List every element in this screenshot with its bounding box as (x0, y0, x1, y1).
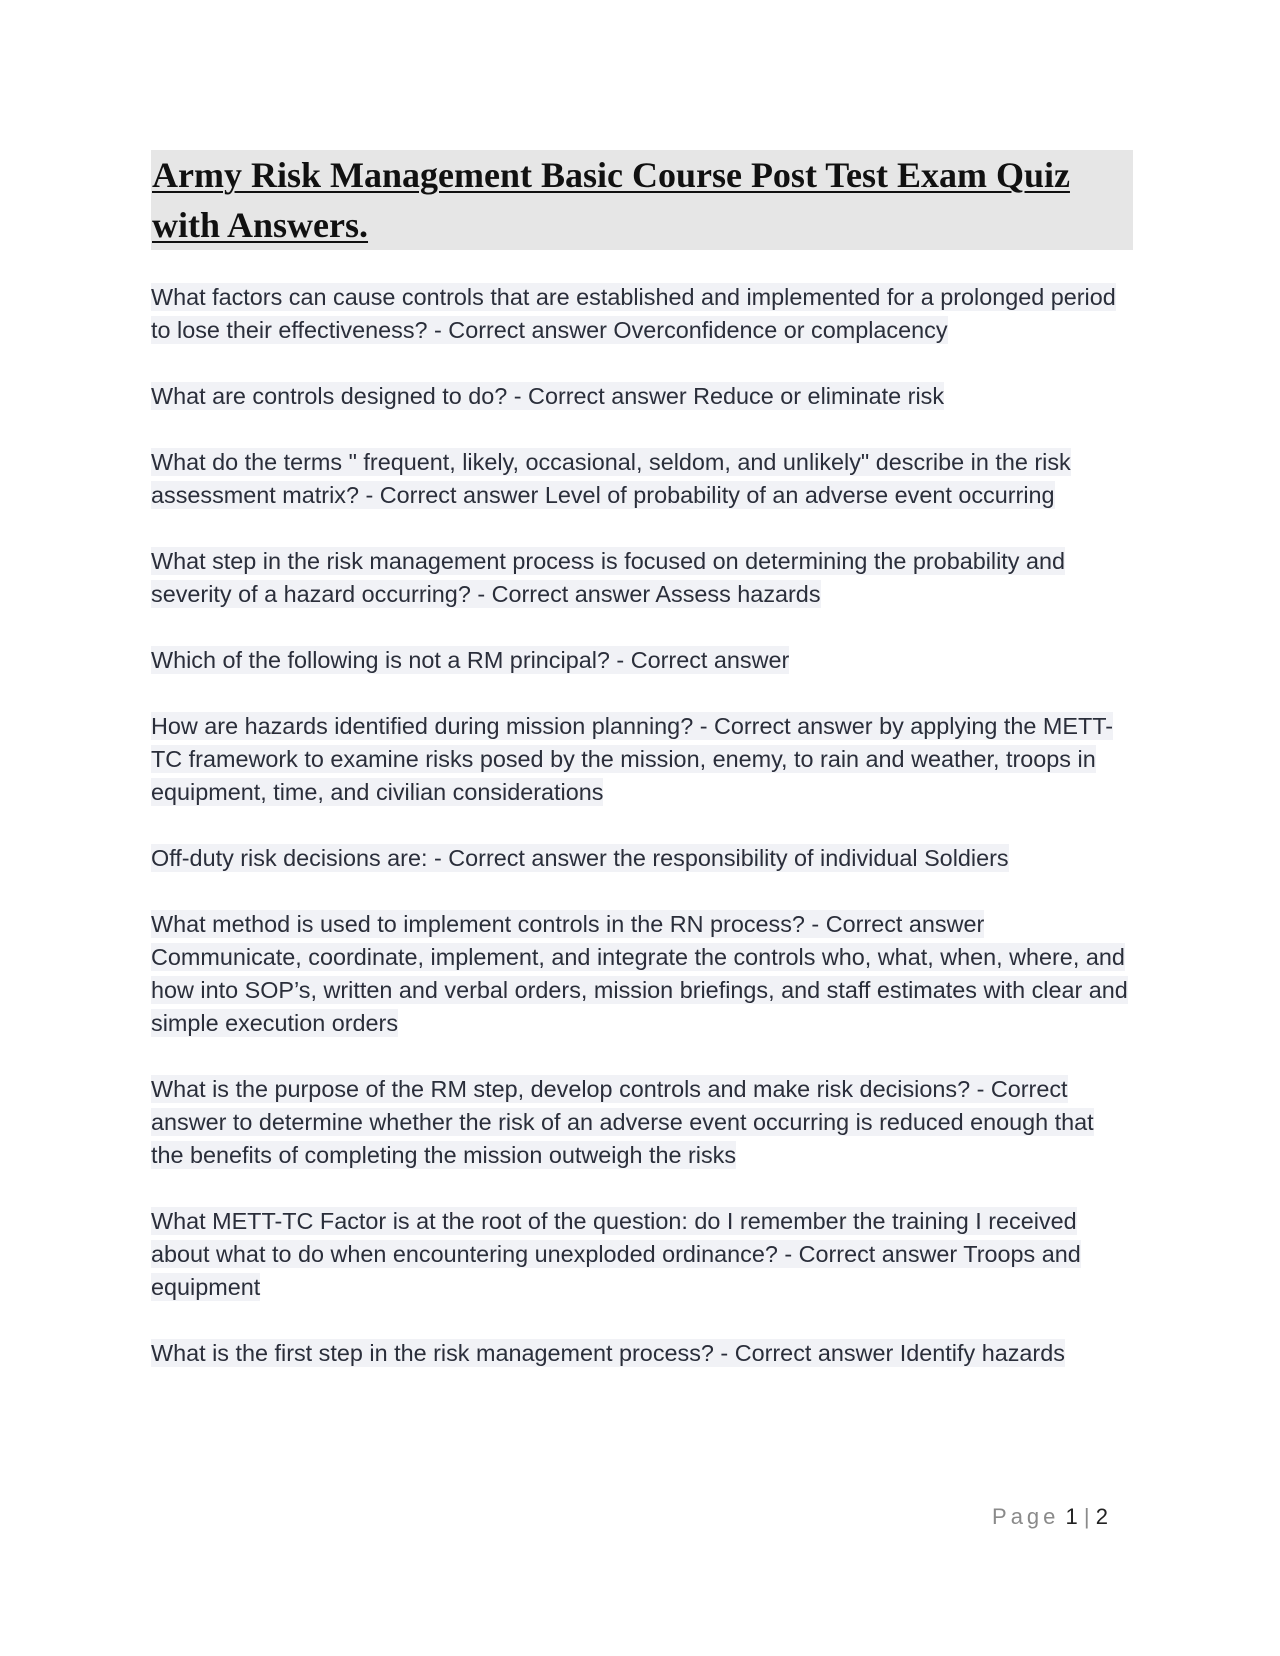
page-label: Page (992, 1504, 1060, 1529)
page-separator: | (1083, 1504, 1090, 1529)
page-footer (992, 1504, 1108, 1530)
qa-item (151, 380, 1131, 413)
qa-text: What step in the risk management process is focused on determining the probability and severity of a hazard occurring? - Correct answer Assess hazards (151, 548, 1066, 607)
qa-text: What is the purpose of the RM step, develop controls and make risk decisions? - Correct answer to determine whether the risk of an adverse event occurring is reduced enough that the benefits of completing the mission outweigh the risks (151, 1076, 1094, 1168)
qa-text: What factors can cause controls that are established and implemented for a prolonged period to lose their effectiveness? - Correct answer Overconfidence or complacency (151, 284, 1116, 343)
qa-text: What method is used to implement controls in the RN process? - Correct answer Communicate, coordinate, implement, and integrate the controls who, what, when, where, and how into SOP’s, written and verbal orders, mission briefings, and staff estimates with clear and simple execution orders (151, 911, 1128, 1036)
qa-item (151, 1073, 1131, 1172)
qa-item (151, 1337, 1131, 1370)
qa-item (151, 446, 1131, 512)
qa-item (151, 1205, 1131, 1304)
qa-text: Which of the following is not a RM principal? - Correct answer (151, 647, 790, 673)
qa-item (151, 908, 1131, 1040)
title-block (151, 150, 1133, 250)
qa-text: How are hazards identified during mission planning? - Correct answer by applying the METT-TC framework to examine risks posed by the mission, enemy, to rain and weather, troops in equipment, time, and civilian considerations (151, 713, 1114, 805)
qa-text: What are controls designed to do? - Correct answer Reduce or eliminate risk (151, 383, 945, 409)
qa-text: What METT-TC Factor is at the root of the question: do I remember the training I received about what to do when encountering unexploded ordinance? - Correct answer Troops and equipment (151, 1208, 1081, 1300)
qa-text: What is the first step in the risk management process? - Correct answer Identify hazards (151, 1340, 1065, 1366)
total-pages-number: 2 (1095, 1504, 1108, 1529)
qa-list (151, 281, 1131, 1403)
qa-text: Off-duty risk decisions are: - Correct answer the responsibility of individual Soldiers (151, 845, 1009, 871)
qa-item (151, 281, 1131, 347)
qa-item (151, 710, 1131, 809)
qa-item (151, 842, 1131, 875)
qa-text: What do the terms " frequent, likely, occasional, seldom, and unlikely" describe in the risk assessment matrix? - Correct answer Level of probability of an adverse event occurring (151, 449, 1071, 508)
qa-item (151, 545, 1131, 611)
qa-item (151, 644, 1131, 677)
document-title: Army Risk Management Basic Course Post Test Exam Quiz with Answers. (152, 155, 1070, 245)
current-page-number: 1 (1065, 1504, 1078, 1529)
